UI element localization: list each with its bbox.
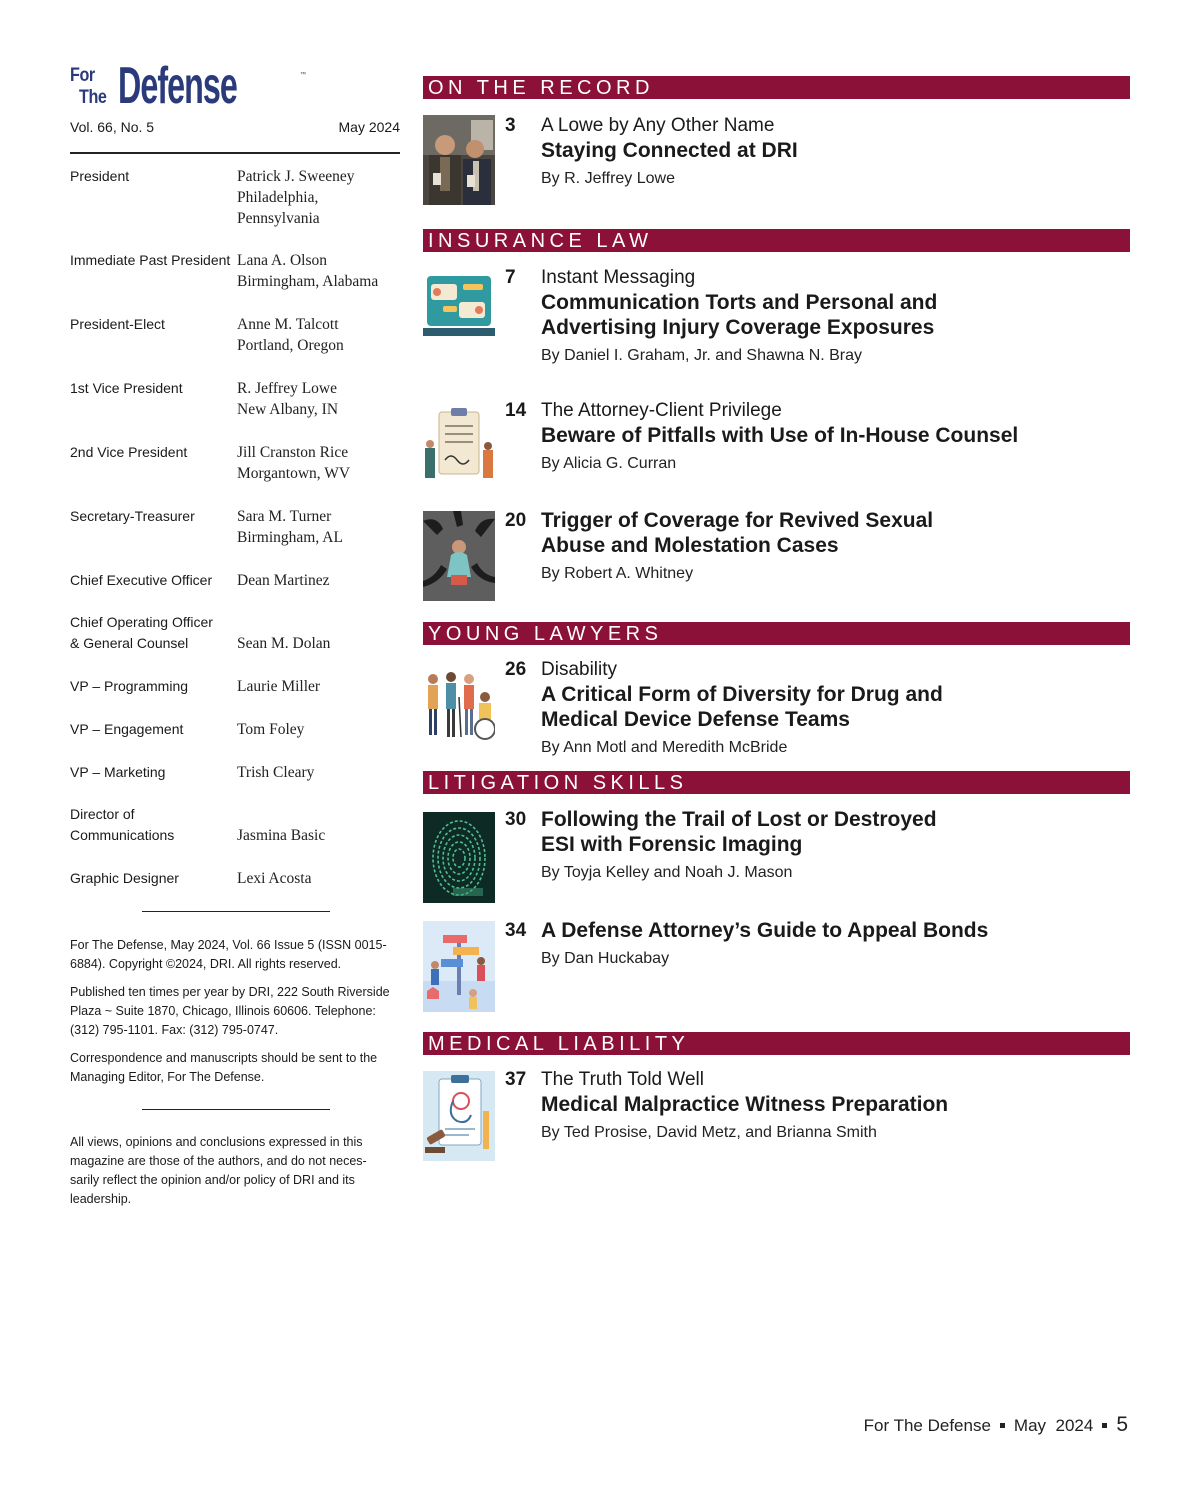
officer-name: Jill Cranston Rice Morgantown, WV (237, 444, 351, 482)
officer-role: VP – Programming (70, 678, 189, 694)
page-number: 14 (505, 400, 527, 421)
signpost-people-illustration-icon (423, 921, 495, 1012)
copyright-notice: For The Defense, May 2024, Vol. 66 Issue 5 (ISSN 0015- 6884). Copyright ©2024, DRI. All rights reserved. (70, 938, 387, 971)
hands-reaching-illustration-icon (423, 511, 495, 601)
article-byline: By Robert A. Whitney (541, 565, 694, 582)
page-number: 30 (505, 809, 527, 830)
officer-name: Lexi Acosta (237, 870, 312, 887)
article-title[interactable]: Trigger of Coverage for Revived Sexual (541, 509, 934, 532)
clipboard-contract-illustration-icon (423, 408, 495, 483)
publication-info (70, 936, 400, 1096)
section-header-young-lawyers: YOUNG LAWYERS (423, 622, 1130, 645)
article-kicker: Disability (541, 659, 618, 680)
officer-role: Secretary-Treasurer (70, 508, 195, 524)
page-footer (864, 1413, 1128, 1437)
officer-role: VP – Marketing (70, 764, 166, 780)
logo-defense: Defense (118, 57, 237, 115)
disclaimer: All views, opinions and conclusions expressed in this magazine are those of the authors, and do not neces- sarily reflect the opinion and/or policy of DRI and its leadership. (70, 1135, 367, 1206)
officer-role: Immediate Past President (70, 252, 231, 268)
officer-name: Sean M. Dolan (237, 635, 331, 652)
article-byline: By Ted Prosise, David Metz, and Brianna Smith (541, 1124, 877, 1141)
article-title[interactable]: A Defense Attorney’s Guide to Appeal Bonds (541, 919, 989, 942)
section-header-medical-liability: MEDICAL LIABILITY (423, 1032, 1130, 1055)
medical-clipboard-illustration-icon (423, 1071, 495, 1161)
article-title[interactable]: Advertising Injury Coverage Exposures (541, 316, 935, 339)
officer-role: Graphic Designer (70, 870, 179, 886)
chat-laptop-illustration-icon (423, 266, 495, 341)
officer-name: Laurie Miller (237, 678, 321, 695)
article-title[interactable]: Medical Malpractice Witness Preparation (541, 1093, 949, 1116)
footer-publication: For The Defense (863, 1416, 991, 1435)
officer-role: 1st Vice President (70, 380, 183, 396)
article-title[interactable]: Staying Connected at DRI (541, 139, 798, 162)
article-kicker: The Attorney-Client Privilege (541, 400, 782, 421)
divider (70, 152, 400, 154)
page-number: 20 (505, 510, 527, 531)
officer-name: Tom Foley (237, 721, 305, 738)
article-title[interactable]: A Critical Form of Diversity for Drug and (541, 683, 943, 706)
diverse-people-illustration-icon (423, 667, 495, 742)
logo-trademark: ™ (300, 72, 306, 78)
article-title[interactable]: ESI with Forensic Imaging (541, 833, 803, 856)
officer-role: VP – Engagement (70, 721, 184, 737)
officer-role: Chief Operating Officer & General Counsel (70, 614, 213, 651)
divider (142, 911, 330, 912)
officer-name: Anne M. Talcott Portland, Oregon (237, 316, 344, 354)
officer-name: Trish Cleary (237, 764, 315, 781)
section-header-on-the-record: ON THE RECORD (423, 76, 1130, 99)
officer-name: Lana A. Olson Birmingham, Alabama (237, 252, 379, 290)
article-byline: By R. Jeffrey Lowe (541, 170, 675, 187)
officer-name: Patrick J. Sweeney Philadelphia, Pennsylvania (237, 168, 355, 227)
article-kicker: Instant Messaging (541, 267, 696, 288)
section-header-insurance-law: INSURANCE LAW (423, 229, 1130, 252)
photo-two-men-icon (423, 115, 495, 205)
divider (142, 1109, 330, 1110)
section-header-litigation-skills: LITIGATION SKILLS (423, 771, 1130, 794)
article-byline: By Ann Motl and Meredith McBride (541, 739, 788, 756)
officer-name: Dean Martinez (237, 572, 330, 589)
correspondence-note: Correspondence and manuscripts should be sent to the Managing Editor, For The Defense. (70, 1051, 378, 1084)
officer-role: President (70, 168, 130, 184)
article-byline: By Daniel I. Graham, Jr. and Shawna N. Bray (541, 347, 863, 364)
page-number: 37 (505, 1069, 527, 1090)
article-byline: By Toyja Kelley and Noah J. Mason (541, 864, 793, 881)
article-kicker: The Truth Told Well (541, 1069, 704, 1090)
publisher-address: Published ten times per year by DRI, 222 South Riverside Plaza ~ Suite 1870, Chicago, Illinois 60606. Telephone: (312) 795-1101. Fax: (312) 795-0747. (70, 985, 390, 1037)
article-byline: By Alicia G. Curran (541, 455, 677, 472)
masthead-logo (70, 57, 400, 115)
officer-role: President-Elect (70, 316, 165, 332)
issue-date: May 2024 (338, 119, 400, 135)
page-number: 26 (505, 659, 527, 680)
officer-name: Jasmina Basic (237, 827, 326, 844)
officer-role: 2nd Vice President (70, 444, 188, 460)
logo-the: The (79, 87, 107, 108)
article-title[interactable]: Abuse and Molestation Cases (541, 534, 839, 557)
footer-page-number: 5 (1116, 1413, 1128, 1436)
bullet-square-icon (1102, 1423, 1107, 1428)
bullet-square-icon (1000, 1423, 1005, 1428)
officer-name: Sara M. Turner Birmingham, AL (237, 508, 343, 546)
page-number: 3 (505, 115, 516, 136)
article-kicker: A Lowe by Any Other Name (541, 115, 775, 136)
officer-name: R. Jeffrey Lowe New Albany, IN (237, 380, 339, 418)
article-title[interactable]: Communication Torts and Personal and (541, 291, 938, 314)
volume-number: Vol. 66, No. 5 (70, 119, 155, 135)
officer-role: Chief Executive Officer (70, 572, 213, 588)
article-title[interactable]: Medical Device Defense Teams (541, 708, 850, 731)
footer-date: May 2024 (1013, 1416, 1094, 1435)
logo-for: For (70, 65, 95, 86)
article-byline: By Dan Huckabay (541, 950, 670, 967)
article-title[interactable]: Beware of Pitfalls with Use of In-House Counsel (541, 424, 1019, 447)
article-title[interactable]: Following the Trail of Lost or Destroyed (541, 808, 937, 831)
page-number: 7 (505, 267, 516, 288)
fingerprint-illustration-icon (423, 812, 495, 903)
officer-role: Director of Communications (70, 806, 175, 843)
page-number: 34 (505, 920, 527, 941)
